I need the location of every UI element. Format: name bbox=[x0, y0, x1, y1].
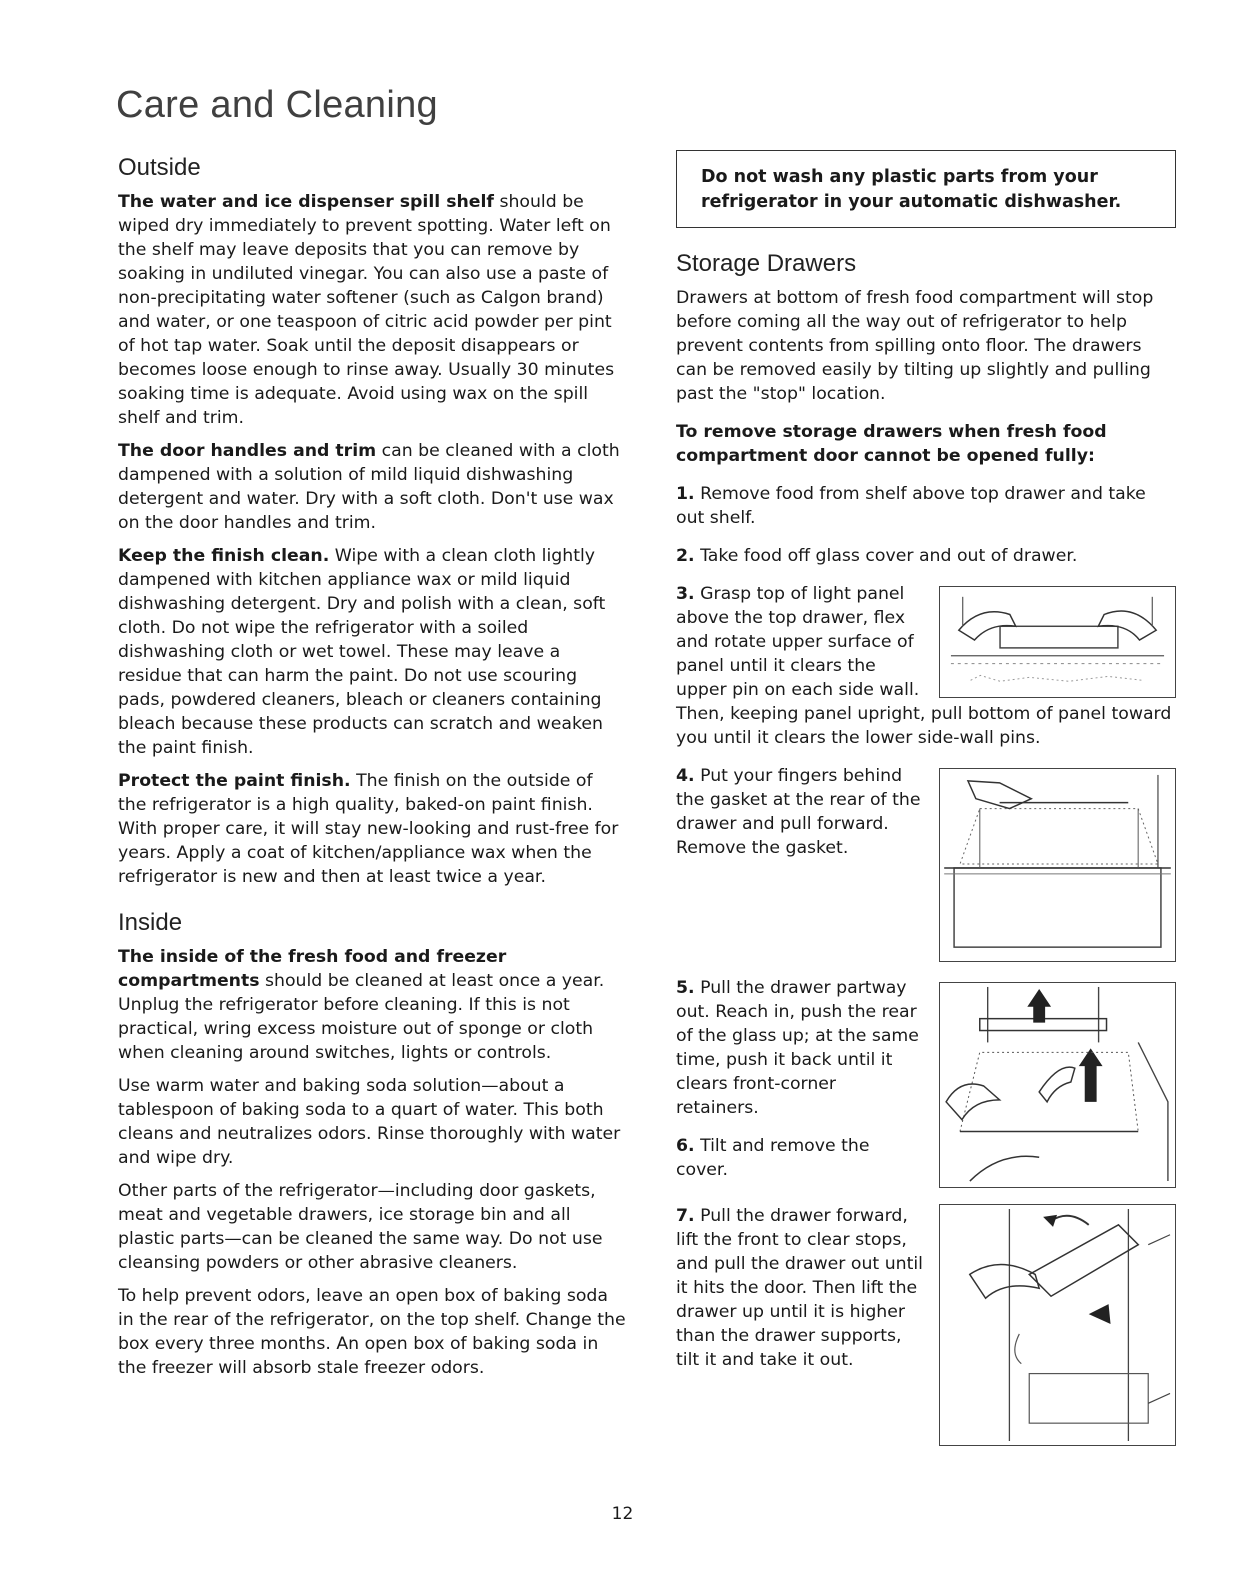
step-3: 3. Grasp top of light panel above the top drawer, flex and rotate upper surface of panel until it clears the upper pin on each side wall. Then, keeping panel upright, pull bottom of panel toward you until it clears the lower side-wall pins. bbox=[676, 582, 1176, 750]
outside-paragraph-protect-finish: Protect the paint finish. The finish on the outside of the refrigerator is a high quality, baked-on paint finish. With proper care, it will stay new-looking and rust-free for years. Apply a coat of kitchen/appliance wax when the refrigerator is new and then at least twice a year. bbox=[118, 771, 619, 887]
page-number: 12 bbox=[611, 1504, 634, 1524]
gasket-removal-illustration bbox=[939, 768, 1176, 962]
outside-paragraph-door-handles: The door handles and trim can be cleaned with a cloth dampened with a solution of mild liquid dishwashing detergent and water. Dry with a soft cloth. Don't use wax on the door handles and trim. bbox=[118, 441, 620, 533]
outside-paragraph-finish-clean: Keep the finish clean. Wipe with a clean cloth lightly dampened with kitchen appliance wax or mild liquid dishwashing detergent. Dry and polish with a clean, soft cloth. Do not wipe the refrigerator with a soiled dishwashing cloth or wet towel. These may leave a residue that can harm the paint. Do not use scouring pads, powdered cleaners, bleach or cleaners containing bleach because these products can scratch and weaken the paint finish. bbox=[118, 546, 606, 758]
storage-drawers-intro: Drawers at bottom of fresh food compartment will stop before coming all the way out of refrigerator to help prevent contents from spilling onto floor. The drawers can be removed easily by tilting up slightly and pulling past the "stop" location. bbox=[676, 288, 1154, 404]
hands-lifting-panel-icon bbox=[940, 587, 1175, 697]
dishwasher-warning-box bbox=[676, 150, 1176, 228]
step-1: 1. Remove food from shelf above top drawer and take out shelf. bbox=[676, 484, 1146, 528]
inside-paragraph-baking-soda-solution: Use warm water and baking soda solution—about a tablespoon of baking soda to a quart of water. This both cleans and neutralizes odors. Rinse thoroughly with water and wipe dry. bbox=[118, 1076, 621, 1168]
drawer-removal-illustration bbox=[939, 1204, 1176, 1446]
outside-heading: Outside bbox=[118, 154, 201, 181]
step-5-6 bbox=[676, 976, 1176, 1188]
storage-drawers-section bbox=[676, 252, 1176, 1446]
inside-paragraph-odors: To help prevent odors, leave an open box of baking soda in the rear of the refrigerator, on the top shelf. Change the box every three months. An open box of baking soda in the freezer will absorb stale freezer odors. bbox=[118, 1286, 626, 1378]
light-panel-illustration bbox=[939, 586, 1176, 698]
procedure-heading: To remove storage drawers when fresh food compartment door cannot be opened fully: bbox=[676, 422, 1107, 466]
outside-paragraph-spill-shelf: The water and ice dispenser spill shelf should be wiped dry immediately to prevent spotting. Water left on the shelf may leave deposits that you can remove by soaking in undiluted vinegar. You can also use a paste of non-precipitating water softener (such as Calgon brand) and water, or one teaspoon of citric acid powder per pint of hot tap water. Soak until the deposit disappears or becomes loose enough to rinse away. Usually 30 minutes soaking time is adequate. Avoid using wax on the spill shelf and trim. bbox=[118, 192, 615, 428]
step-5: 5. Pull the drawer partway out. Reach in, push the rear of the glass up; at the same time, push it back until it clears front-corner retainers. bbox=[676, 978, 919, 1118]
glass-cover-illustration bbox=[939, 982, 1176, 1188]
hands-pushing-glass-icon bbox=[940, 983, 1175, 1187]
left-column bbox=[118, 156, 626, 1389]
step-2: 2. Take food off glass cover and out of drawer. bbox=[676, 546, 1078, 566]
outside-section bbox=[118, 156, 626, 889]
hands-lifting-drawer-icon bbox=[940, 1205, 1175, 1445]
inside-paragraph-other-parts: Other parts of the refrigerator—including door gaskets, meat and vegetable drawers, ice storage bin and all plastic parts—can be cleaned the same way. Do not use cleansing powders or other abrasive cleaners. bbox=[118, 1181, 603, 1273]
right-column bbox=[676, 150, 1176, 1460]
inside-section bbox=[118, 911, 626, 1380]
step-4: 4. Put your fingers behind the gasket at the rear of the drawer and pull forward. Remove the gasket. bbox=[676, 764, 1176, 962]
page-title: Care and Cleaning bbox=[116, 84, 438, 126]
warning-text: Do not wash any plastic parts from your refrigerator in your automatic dishwasher. bbox=[701, 167, 1122, 212]
storage-drawers-heading: Storage Drawers bbox=[676, 250, 857, 277]
inside-heading: Inside bbox=[118, 909, 183, 936]
step-6: 6. Tilt and remove the cover. bbox=[676, 1136, 870, 1180]
inside-paragraph-compartments: The inside of the fresh food and freezer compartments should be cleaned at least once a year. Unplug the refrigerator before cleaning. If this is not practical, wring excess moisture out of sponge or cloth when cleaning around switches, lights or controls. bbox=[118, 947, 605, 1063]
drawer-gasket-icon bbox=[940, 769, 1175, 961]
step-7: 7. Pull the drawer forward, lift the front to clear stops, and pull the drawer out until it hits the door. Then lift the drawer up until it is higher than the drawer supports, tilt it and take it out. bbox=[676, 1204, 1176, 1446]
